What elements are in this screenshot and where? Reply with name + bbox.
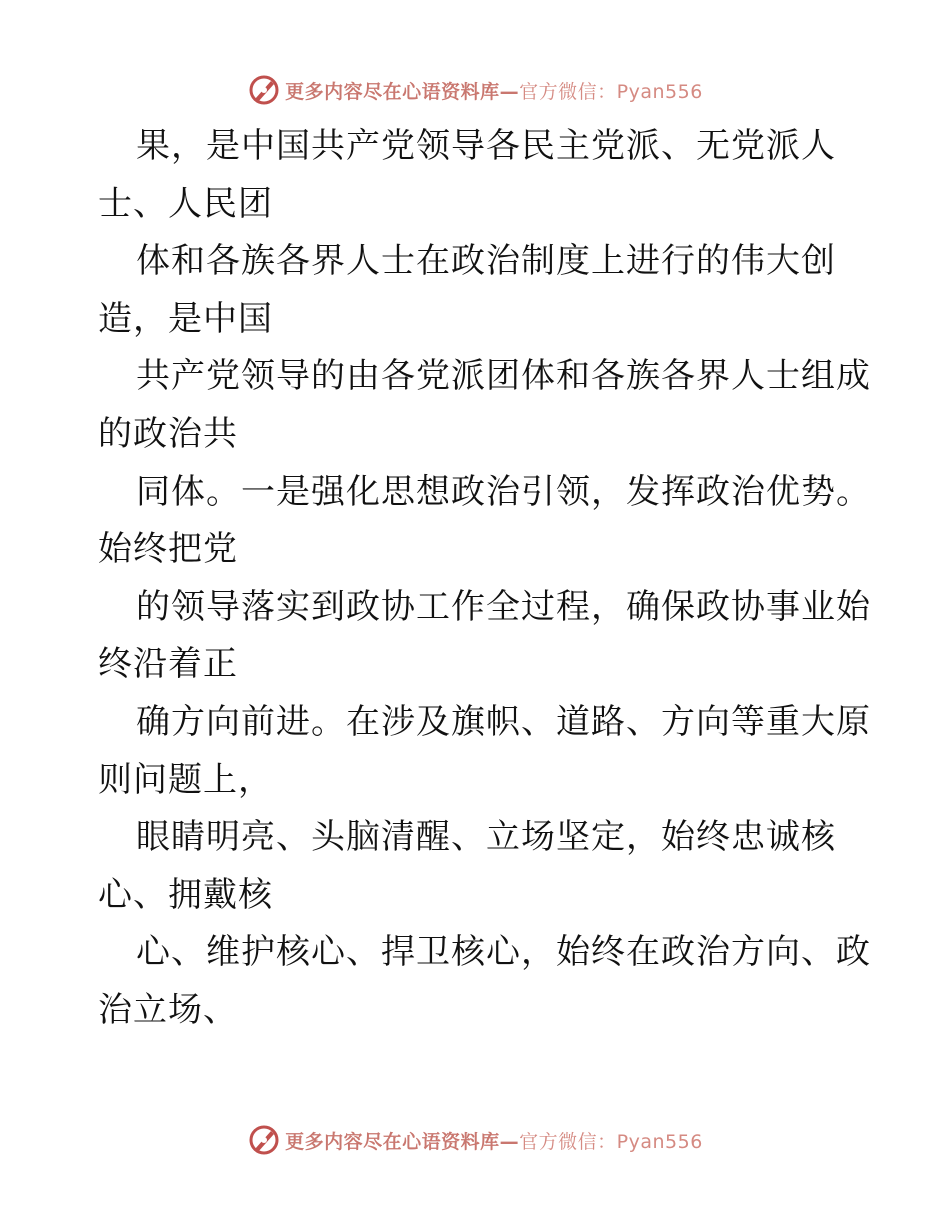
body-line: 眼睛明亮、头脑清醒、立场坚定，始终忠诚核 [136,817,836,858]
body-line: 共产党领导的由各党派团体和各族各界人士组成 [136,356,871,397]
pen-logo-icon [247,1123,281,1157]
footer-banner-wechat: 官方微信：Pyan556 [519,1130,703,1153]
body-line: 终沿着正 [98,644,238,685]
body-line: 同体。一是强化思想政治引领，发挥政治优势。 [136,471,871,512]
footer-banner-text [285,1127,703,1154]
footer-banner [0,1120,950,1160]
pen-logo-icon [247,73,281,107]
body-line: 治立场、 [98,989,238,1030]
body-line: 造，是中国 [98,298,273,339]
header-banner-text [285,77,703,104]
body-line: 体和各族各界人士在政治制度上进行的伟大创 [136,241,836,282]
body-line: 始终把党 [98,529,238,570]
header-banner [0,70,950,110]
body-line: 士、人民团 [98,183,273,224]
document-body [98,118,871,1040]
header-banner-wechat: 官方微信：Pyan556 [519,80,703,103]
body-line: 心、维护核心、捍卫核心，始终在政治方向、政 [136,932,871,973]
header-banner-main: 更多内容尽在心语资料库 [285,80,500,103]
header-banner-sep: — [499,80,520,103]
body-line: 果，是中国共产党领导各民主党派、无党派人 [136,126,836,166]
body-line: 则问题上， [98,759,273,800]
body-line: 的政治共 [98,413,238,454]
body-line: 确方向前进。在涉及旗帜、道路、方向等重大原 [136,701,871,742]
footer-banner-sep: — [499,1130,520,1153]
body-line: 的领导落实到政协工作全过程，确保政协事业始 [136,586,871,627]
body-line: 心、拥戴核 [98,874,273,915]
footer-banner-main: 更多内容尽在心语资料库 [285,1130,500,1153]
